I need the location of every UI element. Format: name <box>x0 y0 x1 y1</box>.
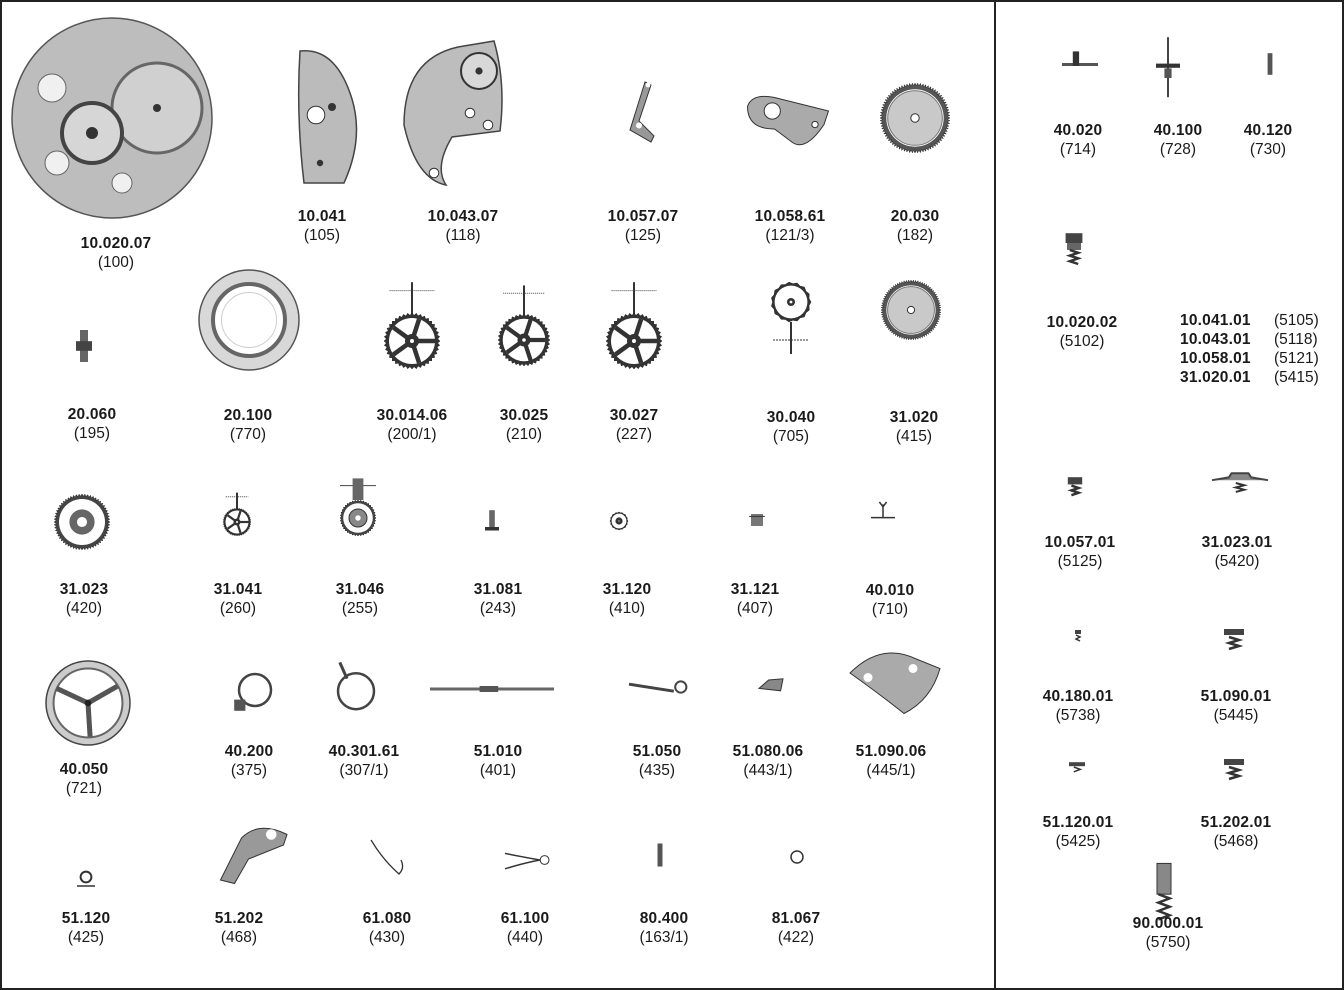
part-ref: (105) <box>303 227 341 244</box>
part-number: 10.020.07 <box>80 235 152 252</box>
part-ref: (420) <box>65 600 103 617</box>
part-ref: (710) <box>871 601 909 618</box>
part-ref: (182) <box>896 227 934 244</box>
part-number: 30.014.06 <box>376 407 448 424</box>
part-number: 20.100 <box>223 407 273 424</box>
part-ref: (5415) <box>1274 369 1319 386</box>
part-label <box>1202 533 1273 571</box>
part-ref: (721) <box>65 780 103 797</box>
part-number: 51.120.01 <box>1042 814 1114 831</box>
part-ref: (5125) <box>1057 553 1103 570</box>
part-label <box>62 909 111 947</box>
part-number: 10.057.01 <box>1044 534 1116 551</box>
part-number: 40.050 <box>59 761 109 778</box>
part-label <box>428 207 499 245</box>
part-number: 31.041 <box>213 581 263 598</box>
part-label <box>755 207 826 245</box>
part-number: 10.058.61 <box>754 208 826 225</box>
part-label <box>60 760 109 798</box>
part-number: 51.090.01 <box>1200 688 1272 705</box>
part-ref: (260) <box>219 600 257 617</box>
part-ref: (407) <box>736 600 774 617</box>
part-number: 51.080.06 <box>732 743 804 760</box>
part-ref: (5102) <box>1059 333 1105 350</box>
part-ref: (255) <box>341 600 379 617</box>
part-number: 40.301.61 <box>328 743 400 760</box>
part-ref: (5105) <box>1274 312 1319 329</box>
part-number: 90.000.01 <box>1132 915 1204 932</box>
part-number: 10.043.01 <box>1180 331 1251 348</box>
part-number: 51.010 <box>473 743 523 760</box>
part-ref: (728) <box>1159 141 1197 158</box>
part-label <box>1047 313 1118 351</box>
part-ref: (243) <box>479 600 517 617</box>
part-number: 10.058.01 <box>1180 350 1251 367</box>
part-ref: (5750) <box>1145 934 1191 951</box>
part-label <box>733 742 804 780</box>
part-number: 30.027 <box>609 407 659 424</box>
part-ref: (210) <box>505 426 543 443</box>
part-ref: (100) <box>97 254 135 271</box>
part-label <box>329 742 400 780</box>
part-label <box>767 408 816 446</box>
part-number: 31.023 <box>59 581 109 598</box>
part-number: 40.120 <box>1243 122 1293 139</box>
part-number: 31.020.01 <box>1180 369 1251 386</box>
part-label <box>81 234 152 272</box>
part-label <box>1133 914 1204 952</box>
part-ref: (445/1) <box>866 762 916 779</box>
part-number: 40.200 <box>224 743 274 760</box>
part-ref: (5121) <box>1274 350 1319 367</box>
part-number: 30.040 <box>766 409 816 426</box>
part-ref: (5420) <box>1214 553 1260 570</box>
part-ref: (307/1) <box>339 762 389 779</box>
part-ref: (121/3) <box>765 227 815 244</box>
part-number: 31.121 <box>730 581 780 598</box>
part-ref: (5118) <box>1274 331 1318 348</box>
part-label <box>1054 121 1103 159</box>
part-ref: (422) <box>777 929 815 946</box>
part-label <box>1045 533 1116 571</box>
part-label <box>891 207 940 245</box>
part-ref: (468) <box>220 929 258 946</box>
part-number: 51.050 <box>632 743 682 760</box>
part-label <box>639 909 688 947</box>
part-number: 10.043.07 <box>427 208 499 225</box>
part-ref: (410) <box>608 600 646 617</box>
part-label <box>214 580 263 618</box>
part-ref: (440) <box>506 929 544 946</box>
part-number: 51.202.01 <box>1200 814 1272 831</box>
part-label <box>60 580 109 618</box>
part-label <box>298 207 347 245</box>
part-label <box>225 742 274 780</box>
part-number: 30.025 <box>499 407 549 424</box>
part-label <box>501 909 550 947</box>
part-ref: (401) <box>479 762 517 779</box>
part-number: 10.020.02 <box>1046 314 1118 331</box>
part-number: 10.041.01 <box>1180 312 1251 329</box>
part-number: 31.020 <box>889 409 939 426</box>
part-label <box>866 581 915 619</box>
screw-group-row <box>1180 330 1319 349</box>
part-number: 10.041 <box>297 208 347 225</box>
part-label <box>772 909 821 947</box>
part-number: 31.120 <box>602 581 652 598</box>
screw-group-label <box>1180 311 1319 387</box>
part-label <box>890 408 939 446</box>
screw-group-row <box>1180 368 1319 387</box>
part-label <box>336 580 385 618</box>
part-label <box>1244 121 1293 159</box>
part-ref: (705) <box>772 428 810 445</box>
part-label <box>608 207 679 245</box>
part-label <box>224 406 273 444</box>
part-number: 20.030 <box>890 208 940 225</box>
part-number: 61.080 <box>362 910 412 927</box>
part-ref: (5445) <box>1213 707 1259 724</box>
part-number: 61.100 <box>500 910 550 927</box>
part-number: 40.100 <box>1153 122 1203 139</box>
part-number: 40.180.01 <box>1042 688 1114 705</box>
part-label <box>1043 687 1114 725</box>
screw-group-row <box>1180 349 1319 368</box>
part-ref: (730) <box>1249 141 1287 158</box>
part-number: 31.081 <box>473 581 523 598</box>
part-label <box>215 909 264 947</box>
part-number: 40.010 <box>865 582 915 599</box>
part-number: 51.090.06 <box>855 743 927 760</box>
screw-group-row <box>1180 311 1319 330</box>
part-ref: (770) <box>229 426 267 443</box>
part-label <box>500 406 549 444</box>
part-number: 40.020 <box>1053 122 1103 139</box>
part-ref: (5425) <box>1055 833 1101 850</box>
part-ref: (5468) <box>1213 833 1259 850</box>
part-label <box>474 742 523 780</box>
part-label <box>474 580 523 618</box>
part-label <box>633 742 682 780</box>
part-number: 20.060 <box>67 406 117 423</box>
part-number: 51.202 <box>214 910 264 927</box>
part-ref: (415) <box>895 428 933 445</box>
part-number: 31.023.01 <box>1201 534 1273 551</box>
part-label <box>1201 813 1272 851</box>
part-number: 81.067 <box>771 910 821 927</box>
part-label <box>603 580 652 618</box>
part-label <box>1043 813 1114 851</box>
part-label <box>363 909 412 947</box>
part-label <box>610 406 659 444</box>
part-ref: (435) <box>638 762 676 779</box>
part-ref: (118) <box>445 227 481 244</box>
part-label <box>377 406 448 444</box>
part-ref: (125) <box>624 227 662 244</box>
part-ref: (195) <box>73 425 111 442</box>
part-label <box>856 742 927 780</box>
part-number: 10.057.07 <box>607 208 679 225</box>
part-number: 31.046 <box>335 581 385 598</box>
part-label <box>68 405 117 443</box>
part-ref: (375) <box>230 762 268 779</box>
part-ref: (430) <box>368 929 406 946</box>
part-label <box>731 580 780 618</box>
part-number: 80.400 <box>639 910 689 927</box>
part-ref: (425) <box>67 929 105 946</box>
part-label <box>1201 687 1272 725</box>
part-number: 51.120 <box>61 910 111 927</box>
part-label <box>1154 121 1203 159</box>
part-ref: (163/1) <box>639 929 689 946</box>
part-ref: (200/1) <box>387 426 437 443</box>
part-ref: (714) <box>1059 141 1097 158</box>
part-ref: (227) <box>615 426 653 443</box>
part-ref: (443/1) <box>743 762 793 779</box>
part-ref: (5738) <box>1055 707 1101 724</box>
